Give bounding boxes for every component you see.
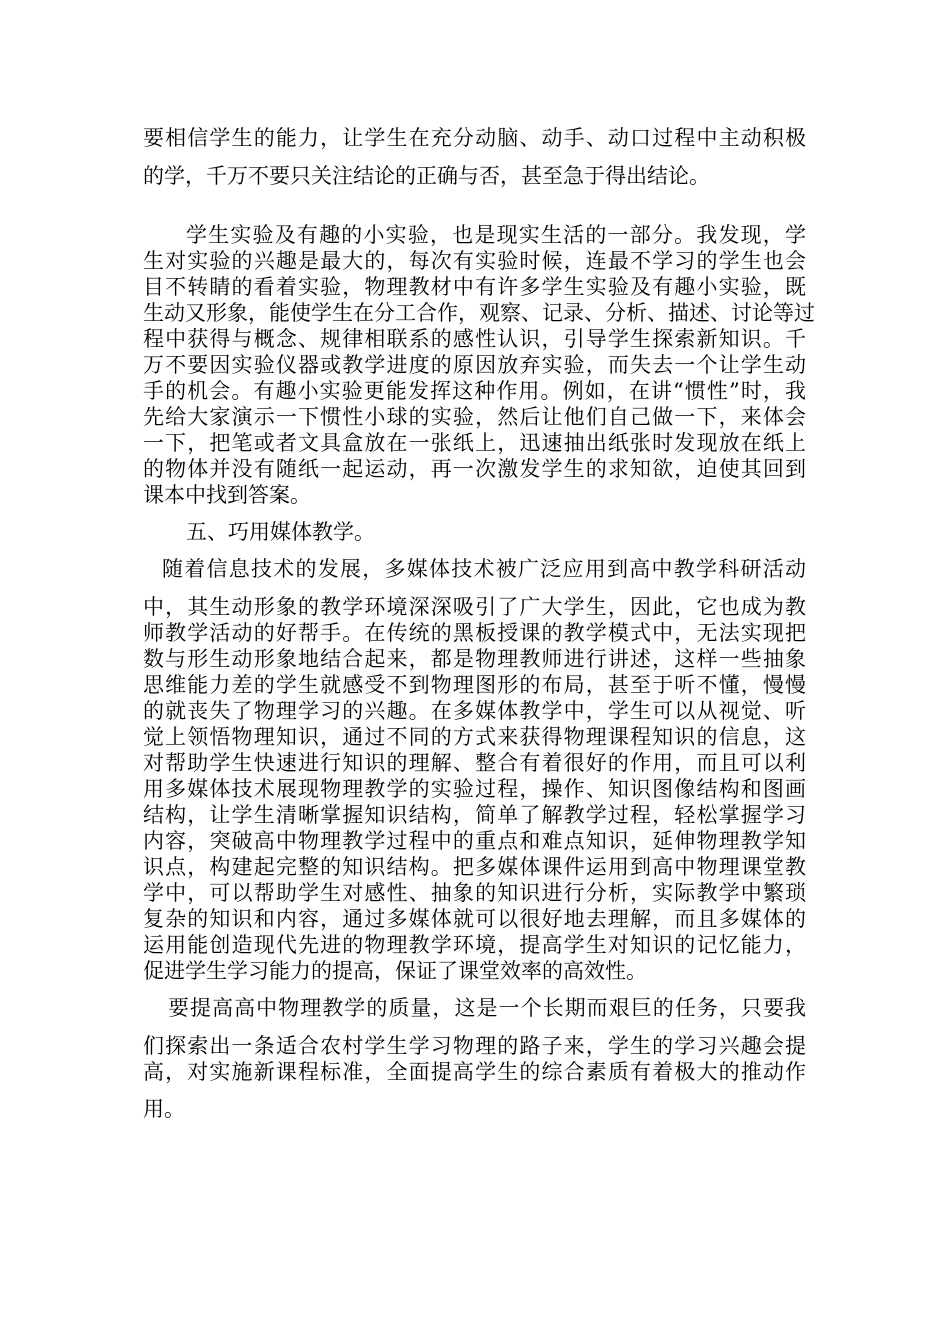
- paragraph-3-line: 学中，可以帮助学生对感性、抽象的知识进行分析，实际教学中繁琐: [143, 881, 806, 905]
- paragraph-2-line: 的物体并没有随纸一起运动，再一次激发学生的求知欲，迫使其回到: [143, 457, 806, 481]
- paragraph-2-line: 万不要因实验仪器或教学进度的原因放弃实验，而失去一个让学生动: [143, 353, 806, 377]
- paragraph-2-line: 程中获得与概念、规律相联系的感性认识，引导学生探索新知识。千: [143, 327, 806, 351]
- paragraph-1-line: 要相信学生的能力，让学生在充分动脑、动手、动口过程中主动积极: [143, 126, 806, 150]
- paragraph-3-line: 数与形生动形象地结合起来，都是物理教师进行讲述，这样一些抽象: [143, 647, 806, 671]
- paragraph-3-line: 的就丧失了物理学习的兴趣。在多媒体教学中，学生可以从视觉、听: [143, 699, 806, 723]
- paragraph-3-line: 复杂的知识和内容，通过多媒体就可以很好地去理解，而且多媒体的: [143, 907, 806, 931]
- paragraph-2-line: 目不转睛的看着实验，物理教材中有许多学生实验及有趣小实验，既: [143, 275, 806, 299]
- paragraph-3-line: 内容，突破高中物理教学过程中的重点和难点知识，延伸物理教学知: [143, 829, 806, 853]
- paragraph-2-line: 课本中找到答案。: [143, 483, 311, 507]
- paragraph-3-line: 中，其生动形象的教学环境深深吸引了广大学生，因此，它也成为教: [143, 595, 806, 619]
- paragraph-2-line: 生对实验的兴趣是最大的，每次有实验时候，连最不学习的学生也会: [143, 249, 806, 273]
- paragraph-1-line: 的学，千万不要只关注结论的正确与否，甚至急于得出结论。: [143, 164, 710, 188]
- paragraph-4-line: 们探索出一条适合农村学生学习物理的路子来，学生的学习兴趣会提: [143, 1034, 806, 1058]
- paragraph-2-line: 手的机会。有趣小实验更能发挥这种作用。例如，在讲“惯性”时，我: [143, 379, 806, 403]
- paragraph-3-line: 随着信息技术的发展，多媒体技术被广泛应用到高中教学科研活动: [162, 557, 806, 581]
- paragraph-4-line: 要提高高中物理教学的质量，这是一个长期而艰巨的任务，只要我: [168, 996, 806, 1020]
- paragraph-4-line: 用。: [143, 1097, 185, 1121]
- paragraph-3-line: 识点，构建起完整的知识结构。把多媒体课件运用到高中物理课堂教: [143, 855, 806, 879]
- paragraph-2-line: 学生实验及有趣的小实验，也是现实生活的一部分。我发现，学: [186, 223, 806, 247]
- paragraph-3-line: 师教学活动的好帮手。在传统的黑板授课的教学模式中，无法实现把: [143, 621, 806, 645]
- paragraph-3-line: 思维能力差的学生就感受不到物理图形的布局，甚至于听不懂，慢慢: [143, 673, 806, 697]
- paragraph-2-line: 先给大家演示一下惯性小球的实验，然后让他们自己做一下，来体会: [143, 405, 806, 429]
- paragraph-4-line: 高，对实施新课程标准，全面提高学生的综合素质有着极大的推动作: [143, 1060, 806, 1084]
- paragraph-2-line: 生动又形象，能使学生在分工合作，观察、记录、分析、描述、讨论等过: [143, 301, 815, 325]
- paragraph-3-line: 用多媒体技术展现物理教学的实验过程，操作、知识图像结构和图画: [143, 777, 806, 801]
- paragraph-3-line: 对帮助学生快速进行知识的理解、整合有着很好的作用，而且可以利: [143, 751, 806, 775]
- paragraph-3-line: 结构，让学生清晰掌握知识结构，简单了解教学过程，轻松掌握学习: [143, 803, 806, 827]
- paragraph-3-line: 觉上领悟物理知识，通过不同的方式来获得物理课程知识的信息，这: [143, 725, 806, 749]
- paragraph-3-line: 运用能创造现代先进的物理教学环境，提高学生对知识的记忆能力，: [143, 933, 806, 957]
- paragraph-3-line: 促进学生学习能力的提高，保证了课堂效率的高效性。: [143, 959, 647, 983]
- section-heading: 五、巧用媒体教学。: [186, 520, 375, 544]
- paragraph-2-line: 一下，把笔或者文具盒放在一张纸上，迅速抽出纸张时发现放在纸上: [143, 431, 806, 455]
